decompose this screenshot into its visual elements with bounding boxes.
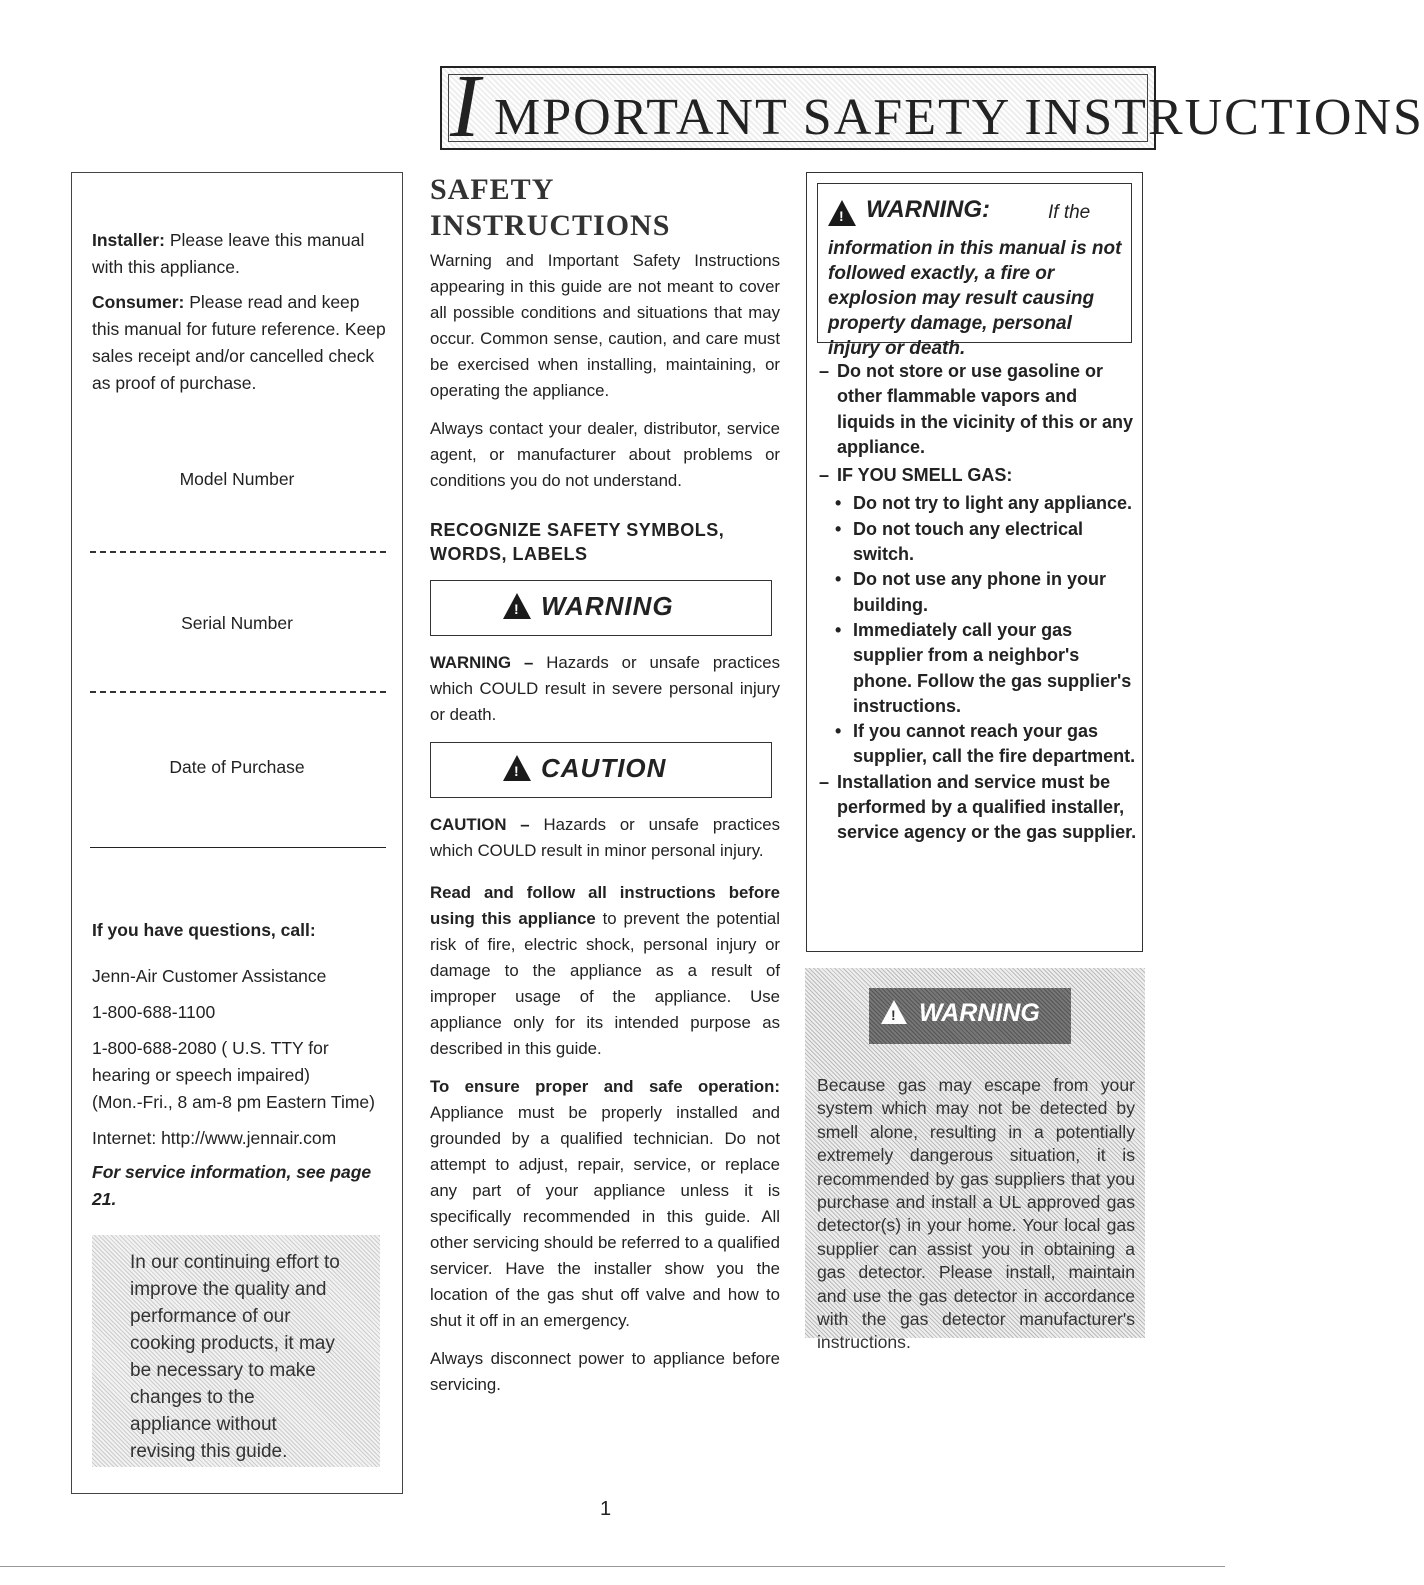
gas-detector-warning	[805, 968, 1145, 1353]
installer-text: Please leave this manual with this appliance.	[92, 230, 365, 277]
list-subitem: • Do not touch any electrical switch.	[819, 517, 1137, 568]
revision-note: In our continuing effort to improve the quality and performance of our cooking products, it may be necessary to make changes to the appliance without revising this guide.	[130, 1252, 340, 1462]
list-subitem: • Immediately call your gas supplier from a neighbor's phone. Follow the gas supplier's instructions.	[819, 618, 1137, 719]
caution-symbol-box	[430, 742, 772, 798]
read-instructions-text: to prevent the potential risk of fire, electric shock, personal injury or damage to the appliance as a result of improper usage of the appliance. Use appliance only for its intended purpose as described in this guide.	[430, 909, 780, 1058]
warning-triangle-icon	[828, 200, 856, 226]
warning-triangle-icon	[503, 593, 531, 619]
list-subitem: • Do not use any phone in your building.	[819, 567, 1137, 618]
read-instructions-paragraph	[430, 880, 780, 1062]
tty-phone-number: 1-800-688-2080 ( U.S. TTY for hearing or speech impaired)	[92, 1038, 329, 1085]
serial-number-label: Serial Number	[181, 613, 293, 633]
safety-instructions-column	[430, 172, 780, 1398]
banner-initial: I	[450, 57, 480, 156]
gas-warning-list	[819, 359, 1137, 849]
model-number-label: Model Number	[179, 469, 295, 489]
list-subitem: • If you cannot reach your gas supplier, call the fire department.	[819, 719, 1137, 770]
hours: (Mon.-Fri., 8 am-8 pm Eastern Time)	[92, 1092, 375, 1112]
caution-definition	[430, 812, 780, 864]
date-of-purchase-label: Date of Purchase	[169, 757, 305, 777]
warning-definition	[430, 650, 780, 728]
consumer-label: Consumer:	[92, 292, 185, 312]
warning-symbol-word: WARNING	[541, 591, 674, 621]
gas-detector-warning-text: Because gas may escape from your system which may not be detected by smell alone, resulting in a potentially extremely dangerous situation, it is recommended by gas suppliers that you purchase and install a UL approved gas detector(s) in your home. Your local gas supplier can assist you in obtaining a gas detector. Please install, maintain and use the gas detector in accordance with the gas detector manufacturer's instructions.	[817, 1075, 1135, 1353]
ensure-operation-bold: To ensure proper and safe operation:	[430, 1077, 780, 1096]
date-of-purchase-line	[90, 847, 386, 848]
list-subitem: • Do not try to light any appliance.	[819, 491, 1137, 516]
ensure-operation-paragraph	[430, 1074, 780, 1334]
gas-detector-warning-header	[869, 988, 1071, 1044]
page-bottom-rule	[0, 1566, 1225, 1567]
ensure-operation-text: Appliance must be properly installed and grounded by a qualified technician. Do not attempt to adjust, repair, service, or replace any part of your appliance unless it is specifically recommended in this guide. All other servicing should be referred to a qualified servicer. Have the installer show you the location of the gas shut off valve and how to shut it off in an emergency.	[430, 1103, 780, 1330]
warning-definition-label: WARNING –	[430, 653, 534, 672]
installer-note	[92, 227, 388, 281]
page-banner	[440, 57, 1424, 156]
consumer-note	[92, 289, 388, 397]
disconnect-power-paragraph: Always disconnect power to appliance before servicing.	[430, 1349, 780, 1394]
phone-number: 1-800-688-1100	[92, 1002, 216, 1022]
contact-paragraph: Always contact your dealer, distributor, service agent, or manufacturer about problems or conditions you do not understand.	[430, 419, 780, 490]
installer-label: Installer:	[92, 230, 165, 250]
gas-warning-box	[806, 172, 1143, 952]
page-number: 1	[600, 1498, 612, 1520]
caution-triangle-icon	[503, 755, 531, 781]
warning-callout-tail: If the	[1048, 202, 1091, 223]
warning-callout-heading: WARNING:	[866, 196, 990, 223]
caution-definition-label: CAUTION –	[430, 815, 530, 834]
warning-symbol-box	[430, 580, 772, 636]
caution-definition-text: Hazards or unsafe practices which COULD result in minor personal injury.	[430, 815, 781, 860]
consumer-text: Please read and keep this manual for future reference. Keep sales receipt and/or cancelled check as proof of purchase.	[92, 292, 386, 393]
recognize-heading: RECOGNIZE SAFETY SYMBOLS, WORDS, LABELS	[430, 520, 725, 564]
caution-symbol-word: CAUTION	[541, 753, 667, 783]
gas-detector-warning-word: WARNING	[919, 999, 1040, 1027]
internet-address: Internet: http://www.jennair.com	[92, 1128, 337, 1148]
intro-paragraph: Warning and Important Safety Instructions appearing in this guide are not meant to cover all possible conditions and situations that may occur. Common sense, caution, and care must be exercised when installing, maintaining, or operating the appliance.	[430, 251, 780, 400]
model-number-line	[90, 551, 386, 553]
serial-number-line	[90, 691, 386, 693]
section-title: SAFETY INSTRUCTIONS	[430, 173, 671, 242]
questions-heading: If you have questions, call:	[92, 920, 316, 940]
sidebar-box	[71, 172, 403, 1494]
warning-callout	[817, 183, 1132, 359]
warning-definition-text: Hazards or unsafe practices which COULD result in severe personal injury or death.	[430, 653, 780, 724]
read-instructions-bold: Read and follow all instructions before using this appliance	[430, 883, 780, 928]
list-item: – IF YOU SMELL GAS:	[819, 463, 1137, 488]
warning-callout-body: information in this manual is not followed exactly, a fire or explosion may result causing property damage, personal injury or death.	[828, 238, 1122, 359]
list-item: – Do not store or use gasoline or other flammable vapors and liquids in the vicinity of this or any appliance.	[819, 359, 1137, 460]
customer-assistance: Jenn-Air Customer Assistance	[92, 966, 327, 986]
revision-note-box	[92, 1235, 380, 1467]
warning-triangle-icon	[881, 1000, 907, 1024]
service-info-note: For service information, see page 21.	[92, 1162, 372, 1209]
list-item: – Installation and service must be performed by a qualified installer, service agency or the gas supplier.	[819, 770, 1137, 846]
page-title: MPORTANT SAFETY INSTRUCTIONS	[494, 89, 1424, 146]
